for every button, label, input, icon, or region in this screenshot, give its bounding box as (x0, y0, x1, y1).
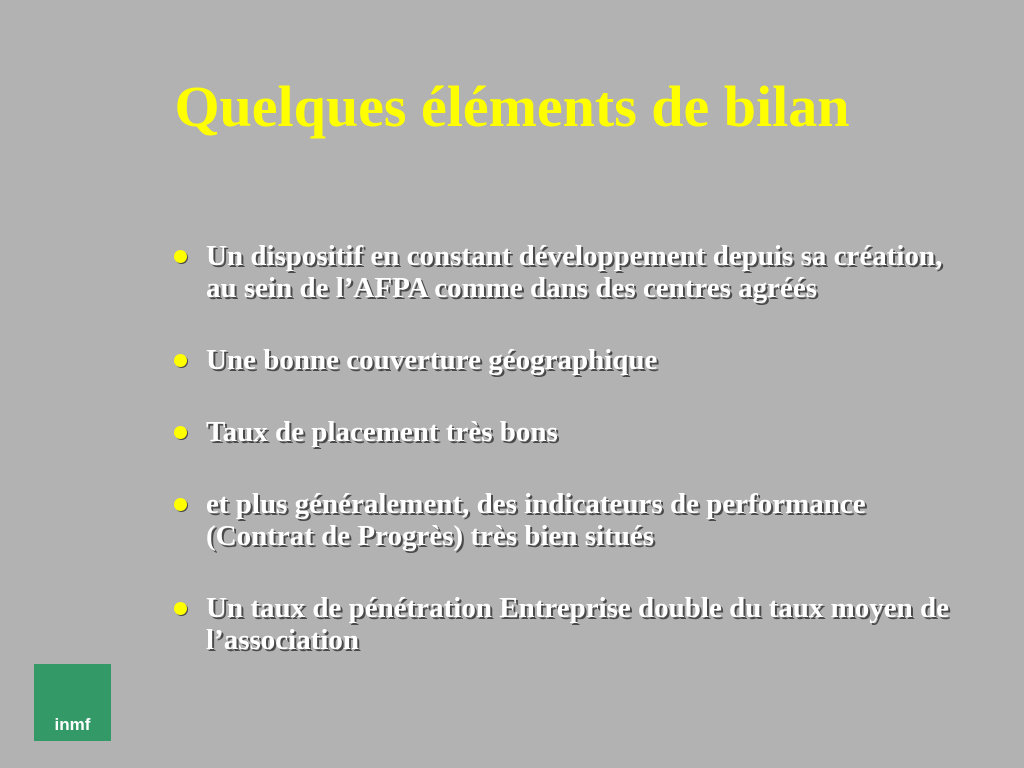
bullet-text: Un taux de pénétration Entreprise double du taux moyen de l’association (206, 592, 950, 656)
slide-title: Quelques éléments de bilan (174, 74, 850, 139)
bullet-item (172, 344, 972, 376)
bullet-item (172, 416, 972, 448)
logo-text: inmf (54, 715, 91, 734)
bullet-text: Taux de placement très bons (206, 416, 558, 448)
bullet-dot-icon (174, 354, 187, 367)
bullet-dot-icon (174, 426, 187, 439)
inmf-logo (34, 664, 111, 741)
bullet-dot-icon (174, 602, 187, 615)
bullet-list (172, 240, 972, 696)
bullet-item (172, 592, 972, 656)
bullet-dot-icon (174, 250, 187, 263)
bullet-text: et plus généralement, des indicateurs de performance (Contrat de Progrès) très bien situés (206, 488, 866, 552)
bullet-item (172, 488, 972, 552)
bullet-text: Un dispositif en constant développement depuis sa création, au sein de l’AFPA comme dans des centres agréés (206, 240, 943, 304)
bullet-text: Une bonne couverture géographique (206, 344, 658, 376)
bullet-dot-icon (174, 498, 187, 511)
bullet-item (172, 240, 972, 304)
